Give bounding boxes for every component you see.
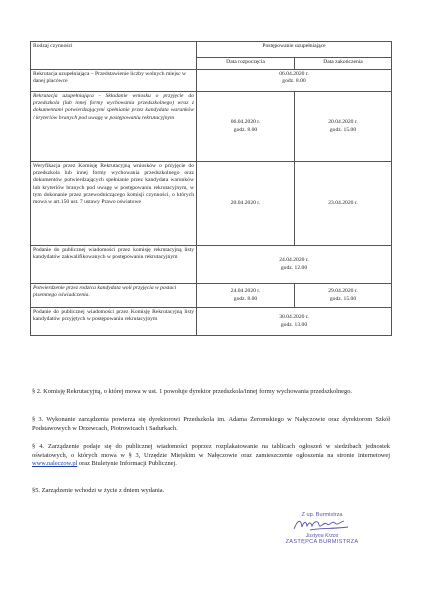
date-text: 29.04.2020 r. godz. 15.00 bbox=[328, 288, 358, 302]
start-date-cell bbox=[197, 92, 295, 162]
activity-cell: Podanie do publicznej wiadomości przez komisję rekrutacyjną listy kandydatów zakwalifikowanych w postępowaniu rekrutacyjnym bbox=[31, 246, 197, 284]
start-date-cell bbox=[197, 284, 295, 308]
signature-scribble-icon bbox=[292, 517, 352, 533]
start-date-cell: 20.04.2020 r. bbox=[197, 162, 295, 246]
recruitment-schedule-table bbox=[30, 41, 392, 336]
merged-date-cell bbox=[197, 70, 392, 92]
stamp-line-on-behalf: Z up. Burmistrza bbox=[301, 512, 343, 518]
date-text: 20.04.2020 r. godz. 15.00 bbox=[328, 119, 358, 133]
stamp-name: Justyna Krzos bbox=[305, 533, 339, 539]
activity-cell: Rekrutacja uzupełniająca - Składanie wniosku o przyjęcie do przedszkola (lub innej formy wychowania przedszkolnego) wraz z dokumentami potwierdzającymi spełnianie przez kandydata warunków / kryteriów branych pod uwagę w postępowaniu rekrutacyjnym bbox=[31, 92, 197, 162]
table-header-row bbox=[31, 42, 392, 58]
paragraph-5: §5. Zarządzenie wchodzi w życie z dniem wydania. bbox=[32, 487, 165, 494]
header-start-date: Data rozpoczęcia bbox=[197, 58, 295, 70]
activity-cell: Weryfikacja przez Komisję Rekrutacyjną wniosków o przyjęcie do przedszkola lub innej formy wychowania przedszkolnego oraz dokumentów potwierdzających spełnianie przez kandydata warunków lub kryteriów branych pod uwagę w postępowaniu rekrutacyjnym, w tym dokonanie przez przewodniczącego komisji czynności, o których mowa w art.150 ust. 7 ustawy Prawo oświatowe bbox=[31, 162, 197, 246]
end-date-cell: 23.04.2020 r. bbox=[295, 162, 392, 246]
paragraph-4-text-end: oraz Biuletynie Informacji Publicznej. bbox=[77, 460, 177, 468]
date-text: 24.04.2020 r. godz. 8.00 bbox=[230, 288, 261, 302]
end-date-cell bbox=[295, 284, 392, 308]
table-row bbox=[31, 284, 392, 308]
header-supplementary-procedure: Postępowanie uzupełniające bbox=[197, 42, 392, 58]
table-row bbox=[31, 308, 392, 336]
date-text: 06.04.2020 r. godz. 8.00 bbox=[279, 71, 309, 85]
date-text: 24.04.2020 r. godz. 12.00 bbox=[279, 257, 309, 271]
merged-date-cell bbox=[197, 246, 392, 284]
paragraph-2: § 2. Komisję Rekrutacyjną, o której mowa w ust. 1 powołuje dyrektor przedszkola/innej formy wychowania przedszkolnego. bbox=[32, 388, 352, 395]
table-row bbox=[31, 92, 392, 162]
paragraph-4-text: § 4. Zarządzenie podaje się do publicznej wiadomości poprzez rozplakatowanie na tablicach ogłoszeń w siedzibach jednostek oświatowych, o których mowa w § 3, Urzędzie Miejskim w Nałęczowie oraz zamieszczenie ogłoszenia na stronie internetowej bbox=[32, 443, 390, 459]
header-activity-type: Rodzaj czynności bbox=[31, 42, 197, 70]
activity-cell: Rekrutacja uzupełniająca – Przedstawienie liczby wolnych miejsc w danej placówce bbox=[31, 70, 197, 92]
handwritten-signature bbox=[276, 519, 368, 533]
signature-stamp bbox=[276, 512, 368, 546]
stamp-title: ZASTĘPCA BURMISTRZA bbox=[285, 539, 359, 545]
paragraph-3: § 3. Wykonanie zarządzenia powierza się dyrektorowi Przedszkola im. Adama Żeromskiego w Nałęczowie oraz dyrektorom Szkół Podstawowych w Drzewcach, Piotrowicach i Sadurkach. bbox=[32, 416, 390, 432]
header-end-date: Data zakończenia bbox=[295, 58, 392, 70]
table-row bbox=[31, 246, 392, 284]
activity-cell: Podanie do publicznej wiadomości przez Komisję Rekrutacyjną listy kandydatów przyjętych w postępowaniu rekrutacyjnym bbox=[31, 308, 197, 336]
website-link[interactable]: www.naleczow.pl bbox=[32, 460, 78, 468]
date-text: 30.04.2020 r. godz. 13.00 bbox=[279, 314, 309, 328]
table-row bbox=[31, 162, 392, 246]
merged-date-cell bbox=[197, 308, 392, 336]
end-date-cell bbox=[295, 92, 392, 162]
paragraph-4 bbox=[32, 443, 390, 469]
table-row bbox=[31, 70, 392, 92]
activity-cell: Potwierdzenie przez rodzica kandydata woli przyjęcia w postaci pisemnego oświadczenia. bbox=[31, 284, 197, 308]
date-text: 06.04.2020 r. godz. 8.00 bbox=[230, 119, 261, 133]
